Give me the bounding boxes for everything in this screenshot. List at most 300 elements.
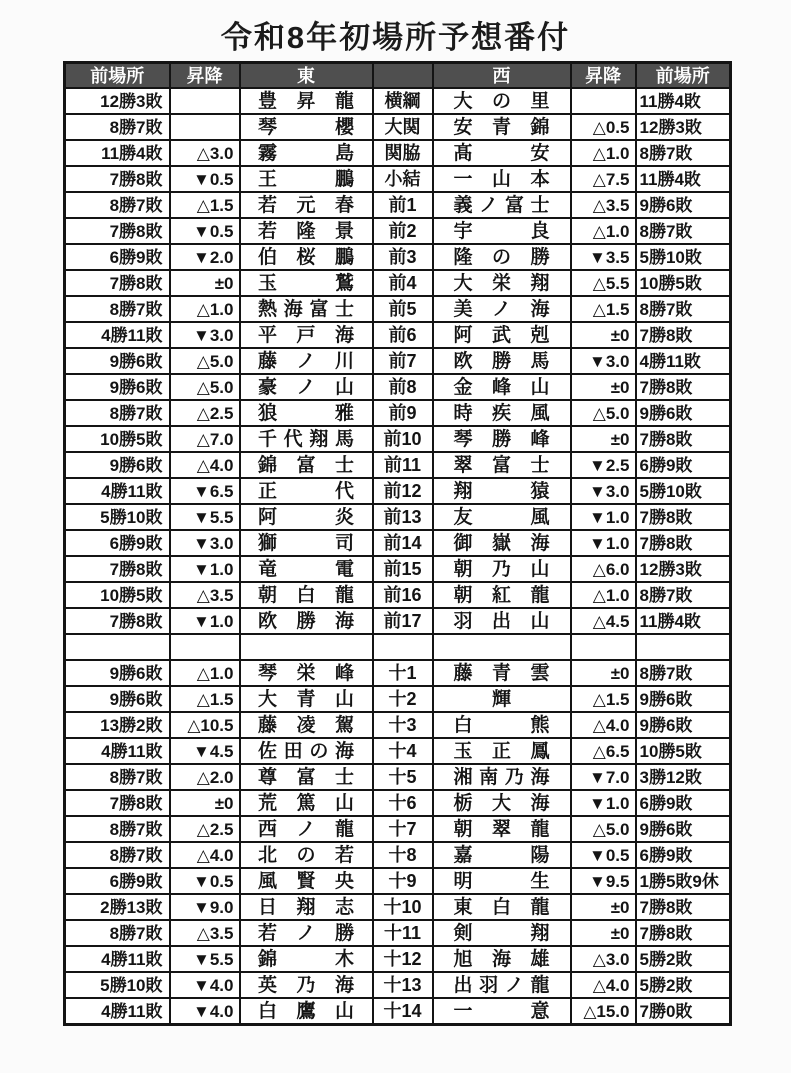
rank-label: 十6 xyxy=(373,790,433,816)
shikona-text: 剣 翔 xyxy=(453,922,550,944)
prev-record-west: 7勝8敗 xyxy=(636,894,731,920)
west-name xyxy=(433,660,571,686)
rank-label: 十11 xyxy=(373,920,433,946)
updown-east: △1.5 xyxy=(170,192,240,218)
updown-west: △3.5 xyxy=(571,192,636,218)
prev-record-east: 7勝8敗 xyxy=(65,608,170,634)
prev-record-east: 9勝6敗 xyxy=(65,660,170,686)
prev-record-west: 9勝6敗 xyxy=(636,686,731,712)
empty-cell xyxy=(433,634,571,660)
shikona-text: 熱 海 富 士 xyxy=(258,298,354,320)
west-name xyxy=(433,452,571,478)
header-prev-left: 前場所 xyxy=(65,63,170,89)
rank-label: 十9 xyxy=(373,868,433,894)
west-name xyxy=(433,608,571,634)
prev-record-west: 11勝4敗 xyxy=(636,608,731,634)
shikona-text: 尊 富 士 xyxy=(258,766,354,788)
shikona-text: 一 意 xyxy=(453,1000,550,1022)
header-prev-right: 前場所 xyxy=(636,63,731,89)
shikona-text: 平 戸 海 xyxy=(258,324,354,346)
updown-east: △7.0 xyxy=(170,426,240,452)
shikona-text: 西 ノ 龍 xyxy=(258,818,354,840)
shikona-text: 朝 翠 龍 xyxy=(453,818,550,840)
shikona-text: 出 羽 ノ 龍 xyxy=(453,974,550,996)
updown-west: ▼7.0 xyxy=(571,764,636,790)
west-name xyxy=(433,582,571,608)
west-name xyxy=(433,166,571,192)
banzuke-row xyxy=(65,582,731,608)
shikona-text: 御 嶽 海 xyxy=(453,532,550,554)
east-name xyxy=(240,764,373,790)
west-name xyxy=(433,270,571,296)
banzuke-table xyxy=(63,61,732,1026)
prev-record-east: 8勝7敗 xyxy=(65,192,170,218)
prev-record-west: 11勝4敗 xyxy=(636,88,731,114)
updown-west: ±0 xyxy=(571,426,636,452)
shikona-text: 狼 雅 xyxy=(258,402,354,424)
banzuke-row xyxy=(65,608,731,634)
rank-label: 前5 xyxy=(373,296,433,322)
prev-record-east: 7勝8敗 xyxy=(65,166,170,192)
banzuke-row xyxy=(65,348,731,374)
banzuke-row xyxy=(65,88,731,114)
prev-record-west: 9勝6敗 xyxy=(636,400,731,426)
updown-west: △1.0 xyxy=(571,218,636,244)
banzuke-row xyxy=(65,270,731,296)
updown-west: ▼3.0 xyxy=(571,348,636,374)
updown-west: △1.5 xyxy=(571,686,636,712)
west-name xyxy=(433,426,571,452)
empty-cell xyxy=(65,634,170,660)
prev-record-west: 5勝10敗 xyxy=(636,478,731,504)
updown-east: ▼0.5 xyxy=(170,218,240,244)
east-name xyxy=(240,88,373,114)
prev-record-east: 9勝6敗 xyxy=(65,374,170,400)
updown-west: △4.0 xyxy=(571,972,636,998)
updown-east: ▼5.5 xyxy=(170,946,240,972)
east-name xyxy=(240,660,373,686)
east-name xyxy=(240,790,373,816)
prev-record-west: 5勝10敗 xyxy=(636,244,731,270)
prev-record-east: 4勝11敗 xyxy=(65,998,170,1025)
shikona-text: 羽 出 山 xyxy=(453,610,550,632)
empty-cell xyxy=(170,634,240,660)
prev-record-east: 12勝3敗 xyxy=(65,88,170,114)
prev-record-east: 9勝6敗 xyxy=(65,452,170,478)
east-name xyxy=(240,712,373,738)
updown-west: △5.5 xyxy=(571,270,636,296)
west-name xyxy=(433,946,571,972)
rank-label: 十8 xyxy=(373,842,433,868)
prev-record-west: 12勝3敗 xyxy=(636,114,731,140)
east-name xyxy=(240,920,373,946)
banzuke-row xyxy=(65,504,731,530)
west-name xyxy=(433,504,571,530)
updown-east: ▼1.0 xyxy=(170,556,240,582)
prev-record-east: 4勝11敗 xyxy=(65,738,170,764)
prev-record-east: 10勝5敗 xyxy=(65,426,170,452)
empty-cell xyxy=(636,634,731,660)
prev-record-west: 7勝8敗 xyxy=(636,920,731,946)
prev-record-east: 2勝13敗 xyxy=(65,894,170,920)
updown-east: △10.5 xyxy=(170,712,240,738)
shikona-text: 竜 電 xyxy=(258,558,354,580)
east-name xyxy=(240,348,373,374)
updown-west: △6.0 xyxy=(571,556,636,582)
shikona-text: 琴 栄 峰 xyxy=(258,662,354,684)
prev-record-west: 10勝5敗 xyxy=(636,270,731,296)
updown-west: △1.0 xyxy=(571,582,636,608)
east-name xyxy=(240,114,373,140)
banzuke-row xyxy=(65,868,731,894)
prev-record-east: 9勝6敗 xyxy=(65,348,170,374)
updown-east: ▼4.5 xyxy=(170,738,240,764)
rank-label: 前16 xyxy=(373,582,433,608)
updown-west: △4.0 xyxy=(571,712,636,738)
rank-label: 前17 xyxy=(373,608,433,634)
banzuke-row xyxy=(65,920,731,946)
west-name xyxy=(433,842,571,868)
shikona-text: 錦 富 士 xyxy=(258,454,354,476)
updown-east: ±0 xyxy=(170,790,240,816)
banzuke-row xyxy=(65,764,731,790)
shikona-text: 隆 の 勝 xyxy=(453,246,550,268)
rank-label: 前12 xyxy=(373,478,433,504)
shikona-text: 時 疾 風 xyxy=(453,402,550,424)
west-name xyxy=(433,348,571,374)
shikona-text: 若 ノ 勝 xyxy=(258,922,354,944)
east-name xyxy=(240,738,373,764)
shikona-text: 大 栄 翔 xyxy=(453,272,550,294)
west-name xyxy=(433,764,571,790)
rank-label: 十5 xyxy=(373,764,433,790)
updown-east: △2.5 xyxy=(170,400,240,426)
prev-record-east: 7勝8敗 xyxy=(65,270,170,296)
prev-record-west: 6勝9敗 xyxy=(636,452,731,478)
prev-record-east: 8勝7敗 xyxy=(65,842,170,868)
updown-east: ▼2.0 xyxy=(170,244,240,270)
banzuke-row xyxy=(65,166,731,192)
shikona-text: 錦 木 xyxy=(258,948,354,970)
west-name xyxy=(433,88,571,114)
prev-record-west: 7勝8敗 xyxy=(636,426,731,452)
rank-label: 前9 xyxy=(373,400,433,426)
shikona-text: 日 翔 志 xyxy=(258,896,354,918)
updown-west: ±0 xyxy=(571,920,636,946)
rank-label: 十2 xyxy=(373,686,433,712)
banzuke-row xyxy=(65,374,731,400)
header-updown-left: 昇降 xyxy=(170,63,240,89)
shikona-text: 朝 乃 山 xyxy=(453,558,550,580)
east-name xyxy=(240,400,373,426)
prev-record-east: 7勝8敗 xyxy=(65,790,170,816)
header-updown-right: 昇降 xyxy=(571,63,636,89)
updown-west: ▼0.5 xyxy=(571,842,636,868)
shikona-text: 明 生 xyxy=(453,870,550,892)
updown-east: △3.0 xyxy=(170,140,240,166)
shikona-text: 阿 武 剋 xyxy=(453,324,550,346)
rank-label: 十4 xyxy=(373,738,433,764)
rank-label: 十13 xyxy=(373,972,433,998)
updown-east: △1.0 xyxy=(170,296,240,322)
shikona-text: 友 風 xyxy=(453,506,550,528)
prev-record-east: 5勝10敗 xyxy=(65,504,170,530)
east-name xyxy=(240,816,373,842)
shikona-text: 白 熊 xyxy=(453,714,550,736)
prev-record-west: 3勝12敗 xyxy=(636,764,731,790)
updown-east: △2.5 xyxy=(170,816,240,842)
prev-record-west: 8勝7敗 xyxy=(636,140,731,166)
east-name xyxy=(240,998,373,1025)
rank-label: 前2 xyxy=(373,218,433,244)
updown-west: ±0 xyxy=(571,322,636,348)
west-name xyxy=(433,322,571,348)
west-name xyxy=(433,894,571,920)
updown-east: △5.0 xyxy=(170,348,240,374)
west-name xyxy=(433,140,571,166)
shikona-text: 霧 島 xyxy=(258,142,354,164)
shikona-text: 湘 南 乃 海 xyxy=(453,766,550,788)
shikona-text: 獅 司 xyxy=(258,532,354,554)
updown-west: △5.0 xyxy=(571,400,636,426)
prev-record-east: 8勝7敗 xyxy=(65,114,170,140)
west-name xyxy=(433,868,571,894)
east-name xyxy=(240,244,373,270)
empty-cell xyxy=(373,634,433,660)
rank-label: 十12 xyxy=(373,946,433,972)
banzuke-row xyxy=(65,296,731,322)
east-name xyxy=(240,296,373,322)
rank-label: 関脇 xyxy=(373,140,433,166)
rank-label: 前10 xyxy=(373,426,433,452)
rank-label: 十10 xyxy=(373,894,433,920)
west-name xyxy=(433,738,571,764)
west-name xyxy=(433,816,571,842)
banzuke-row xyxy=(65,738,731,764)
shikona-text: 大 の 里 xyxy=(453,90,550,112)
banzuke-row xyxy=(65,140,731,166)
updown-east: △4.0 xyxy=(170,842,240,868)
prev-record-east: 8勝7敗 xyxy=(65,764,170,790)
rank-label: 十1 xyxy=(373,660,433,686)
prev-record-east: 13勝2敗 xyxy=(65,712,170,738)
updown-east: △3.5 xyxy=(170,920,240,946)
shikona-text: 輝 xyxy=(491,688,511,710)
east-name xyxy=(240,322,373,348)
banzuke-row xyxy=(65,842,731,868)
east-name xyxy=(240,270,373,296)
prev-record-east: 6勝9敗 xyxy=(65,244,170,270)
rank-label: 十3 xyxy=(373,712,433,738)
shikona-text: 藤 凌 駕 xyxy=(258,714,354,736)
updown-west: ±0 xyxy=(571,894,636,920)
prev-record-west: 6勝9敗 xyxy=(636,842,731,868)
updown-east: ▼3.0 xyxy=(170,530,240,556)
updown-west: △7.5 xyxy=(571,166,636,192)
east-name xyxy=(240,478,373,504)
banzuke-row xyxy=(65,660,731,686)
banzuke-row xyxy=(65,946,731,972)
banzuke-row xyxy=(65,972,731,998)
empty-cell xyxy=(240,634,373,660)
prev-record-west: 10勝5敗 xyxy=(636,738,731,764)
shikona-text: 宇 良 xyxy=(453,220,550,242)
west-name xyxy=(433,556,571,582)
prev-record-east: 9勝6敗 xyxy=(65,686,170,712)
updown-east: ▼3.0 xyxy=(170,322,240,348)
west-name xyxy=(433,530,571,556)
banzuke-row xyxy=(65,218,731,244)
shikona-text: 欧 勝 馬 xyxy=(453,350,550,372)
updown-west: △1.5 xyxy=(571,296,636,322)
shikona-text: 一 山 本 xyxy=(453,168,550,190)
updown-west: ±0 xyxy=(571,374,636,400)
updown-west: ▼1.0 xyxy=(571,790,636,816)
rank-label: 前7 xyxy=(373,348,433,374)
east-name xyxy=(240,530,373,556)
shikona-text: 朝 白 龍 xyxy=(258,584,354,606)
east-name xyxy=(240,374,373,400)
prev-record-east: 10勝5敗 xyxy=(65,582,170,608)
west-name xyxy=(433,374,571,400)
prev-record-west: 7勝8敗 xyxy=(636,374,731,400)
banzuke-row xyxy=(65,192,731,218)
shikona-text: 正 代 xyxy=(258,480,354,502)
shikona-text: 若 隆 景 xyxy=(258,220,354,242)
updown-west: ▼3.0 xyxy=(571,478,636,504)
rank-label: 前13 xyxy=(373,504,433,530)
shikona-text: 金 峰 山 xyxy=(453,376,550,398)
rank-label: 前6 xyxy=(373,322,433,348)
shikona-text: 王 鵬 xyxy=(258,168,354,190)
updown-west: ▼1.0 xyxy=(571,504,636,530)
east-name xyxy=(240,582,373,608)
shikona-text: 玉 鷲 xyxy=(258,272,354,294)
shikona-text: 阿 炎 xyxy=(258,506,354,528)
prev-record-west: 7勝0敗 xyxy=(636,998,731,1025)
rank-label: 十7 xyxy=(373,816,433,842)
prev-record-west: 1勝5敗9休 xyxy=(636,868,731,894)
rank-label: 前3 xyxy=(373,244,433,270)
prev-record-west: 12勝3敗 xyxy=(636,556,731,582)
header-rank xyxy=(373,63,433,89)
updown-west: △6.5 xyxy=(571,738,636,764)
empty-cell xyxy=(571,634,636,660)
updown-east: ▼6.5 xyxy=(170,478,240,504)
prev-record-west: 7勝8敗 xyxy=(636,322,731,348)
updown-east: ▼1.0 xyxy=(170,608,240,634)
shikona-text: 荒 篤 山 xyxy=(258,792,354,814)
updown-west xyxy=(571,88,636,114)
prev-record-west: 7勝8敗 xyxy=(636,530,731,556)
banzuke-row xyxy=(65,816,731,842)
shikona-text: 嘉 陽 xyxy=(453,844,550,866)
updown-west: ±0 xyxy=(571,660,636,686)
east-name xyxy=(240,868,373,894)
rank-label: 前14 xyxy=(373,530,433,556)
rank-label: 前11 xyxy=(373,452,433,478)
shikona-text: 美 ノ 海 xyxy=(453,298,550,320)
banzuke-row xyxy=(65,894,731,920)
west-name xyxy=(433,478,571,504)
east-name xyxy=(240,608,373,634)
banzuke-row xyxy=(65,452,731,478)
shikona-text: 玉 正 鳳 xyxy=(453,740,550,762)
prev-record-west: 8勝7敗 xyxy=(636,660,731,686)
prev-record-west: 6勝9敗 xyxy=(636,790,731,816)
updown-west: ▼3.5 xyxy=(571,244,636,270)
shikona-text: 千 代 翔 馬 xyxy=(258,428,354,450)
page-title: 令和8年初場所予想番付 xyxy=(220,20,571,55)
east-name xyxy=(240,686,373,712)
banzuke-row xyxy=(65,790,731,816)
banzuke-row xyxy=(65,686,731,712)
updown-east: △1.0 xyxy=(170,660,240,686)
banzuke-row xyxy=(65,244,731,270)
banzuke-row xyxy=(65,712,731,738)
prev-record-west: 8勝7敗 xyxy=(636,582,731,608)
banzuke-row xyxy=(65,530,731,556)
updown-east: ±0 xyxy=(170,270,240,296)
west-name xyxy=(433,686,571,712)
prev-record-east: 8勝7敗 xyxy=(65,920,170,946)
shikona-text: 伯 桜 鵬 xyxy=(258,246,354,268)
header-west: 西 xyxy=(433,63,571,89)
rank-label: 前8 xyxy=(373,374,433,400)
shikona-text: 英 乃 海 xyxy=(258,974,354,996)
east-name xyxy=(240,192,373,218)
east-name xyxy=(240,452,373,478)
prev-record-east: 4勝11敗 xyxy=(65,946,170,972)
updown-east: △2.0 xyxy=(170,764,240,790)
prev-record-west: 7勝8敗 xyxy=(636,504,731,530)
banzuke-row xyxy=(65,114,731,140)
west-name xyxy=(433,972,571,998)
banzuke-row xyxy=(65,322,731,348)
shikona-text: 翠 富 士 xyxy=(453,454,550,476)
shikona-text: 栃 大 海 xyxy=(453,792,550,814)
updown-east: ▼4.0 xyxy=(170,972,240,998)
prev-record-west: 5勝2敗 xyxy=(636,972,731,998)
prev-record-east: 11勝4敗 xyxy=(65,140,170,166)
west-name xyxy=(433,296,571,322)
rank-label: 十14 xyxy=(373,998,433,1025)
updown-west: △3.0 xyxy=(571,946,636,972)
west-name xyxy=(433,790,571,816)
shikona-text: 藤 青 雲 xyxy=(453,662,550,684)
prev-record-west: 9勝6敗 xyxy=(636,816,731,842)
rank-label: 前15 xyxy=(373,556,433,582)
updown-west: ▼2.5 xyxy=(571,452,636,478)
prev-record-west: 9勝6敗 xyxy=(636,192,731,218)
prev-record-east: 7勝8敗 xyxy=(65,556,170,582)
rank-label: 大関 xyxy=(373,114,433,140)
shikona-text: 旭 海 雄 xyxy=(453,948,550,970)
updown-east: △4.0 xyxy=(170,452,240,478)
east-name xyxy=(240,894,373,920)
west-name xyxy=(433,998,571,1025)
shikona-text: 髙 安 xyxy=(453,142,550,164)
prev-record-west: 4勝11敗 xyxy=(636,348,731,374)
east-name xyxy=(240,140,373,166)
rank-label: 小結 xyxy=(373,166,433,192)
prev-record-east: 8勝7敗 xyxy=(65,296,170,322)
updown-east: ▼0.5 xyxy=(170,868,240,894)
rank-label: 前1 xyxy=(373,192,433,218)
updown-east: △1.5 xyxy=(170,686,240,712)
banzuke-row xyxy=(65,426,731,452)
prev-record-east: 6勝9敗 xyxy=(65,530,170,556)
